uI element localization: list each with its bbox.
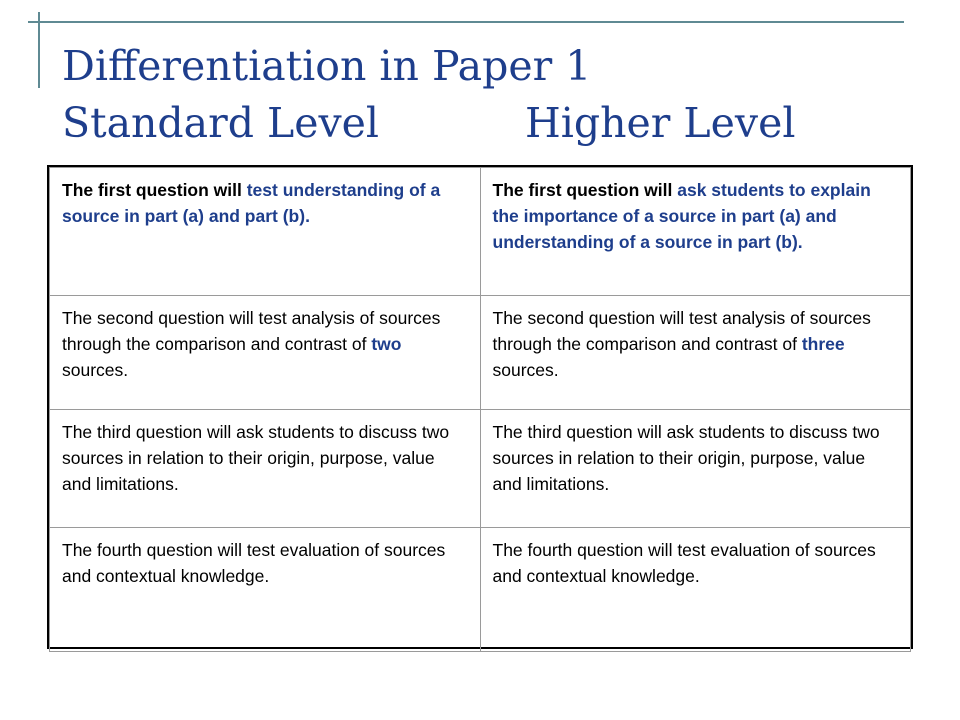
higher-q2-cell (480, 296, 911, 410)
higher-q4-cell: The fourth question will test evaluation of sources and contextual knowledge. (480, 528, 911, 652)
standard-q3-cell: The third question will ask students to discuss two sources in relation to their origin, purpose, value and limitations. (50, 410, 481, 528)
standard-q2-tail: sources. (62, 360, 129, 380)
table-row (50, 410, 911, 528)
standard-q1-text: The first question will (62, 180, 247, 200)
higher-q1-text: The first question will (492, 180, 678, 200)
table-row (50, 528, 911, 652)
table-row (50, 296, 911, 410)
slide-title (62, 38, 922, 152)
accent-line-vertical (38, 12, 40, 88)
higher-q1-highlight: ask students to explain the importance of a source in part (a) and understanding of a source in part (b). (492, 180, 871, 252)
title-line-2 (62, 95, 922, 152)
higher-q2-tail: sources. (492, 360, 559, 380)
higher-q2-text: The second question will test analysis of sources through the comparison and contrast of (492, 308, 871, 354)
standard-level-heading: Standard Level (62, 99, 380, 147)
accent-line-horizontal (28, 21, 904, 23)
comparison-table (47, 165, 913, 649)
higher-q3-cell: The third question will ask students to discuss two sources in relation to their origin, purpose, value and limitations. (480, 410, 911, 528)
higher-q2-highlight: three (801, 334, 845, 354)
standard-q2-cell (50, 296, 481, 410)
title-line-1: Differentiation in Paper 1 (62, 42, 592, 90)
standard-q1-highlight: test understanding of a source in part (a) and part (b). (62, 180, 441, 226)
standard-q4-cell: The fourth question will test evaluation of sources and contextual knowledge. (50, 528, 481, 652)
higher-q1-cell (480, 168, 911, 296)
standard-q2-highlight: two (371, 334, 402, 354)
higher-level-heading: Higher Level (525, 99, 796, 147)
table-row (50, 168, 911, 296)
standard-q1-cell (50, 168, 481, 296)
standard-q2-text: The second question will test analysis of sources through the comparison and contrast of (62, 308, 441, 354)
